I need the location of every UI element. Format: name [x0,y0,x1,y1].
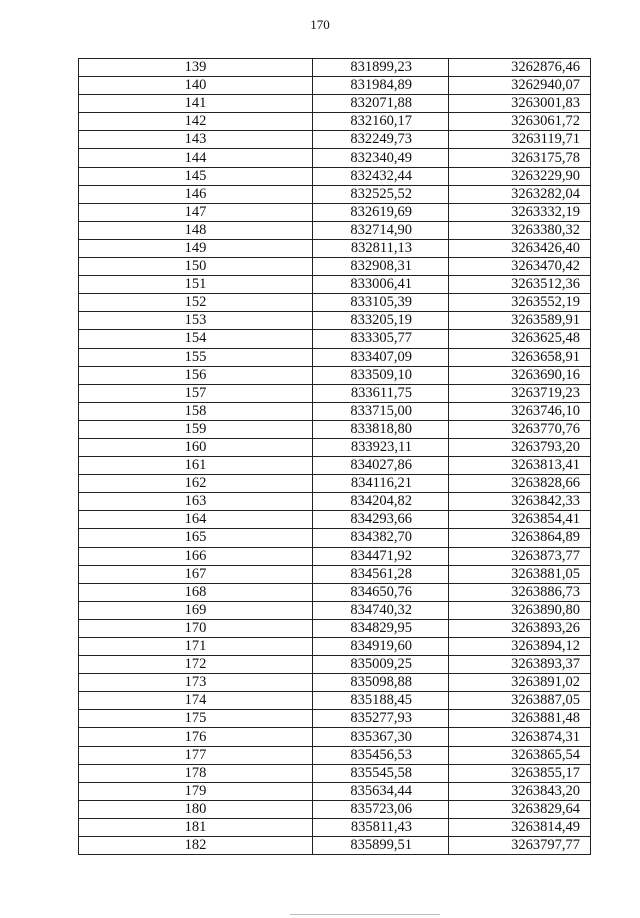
point-number-cell: 162 [79,475,313,493]
x-coordinate-cell: 833305,77 [313,330,449,348]
y-coordinate-cell: 3263887,05 [449,692,591,710]
point-number-cell: 158 [79,402,313,420]
table-row [79,728,591,746]
table-row [79,294,591,312]
x-coordinate-cell: 835009,25 [313,656,449,674]
table-row [79,276,591,294]
x-coordinate-cell: 834382,70 [313,529,449,547]
coordinates-table-body [79,59,591,855]
y-coordinate-cell: 3263843,20 [449,782,591,800]
x-coordinate-cell: 832249,73 [313,131,449,149]
point-number-cell: 148 [79,221,313,239]
y-coordinate-cell: 3263552,19 [449,294,591,312]
point-number-cell: 174 [79,692,313,710]
y-coordinate-cell: 3263842,33 [449,493,591,511]
table-row [79,674,591,692]
x-coordinate-cell: 834919,60 [313,638,449,656]
point-number-cell: 164 [79,511,313,529]
point-number-cell: 165 [79,529,313,547]
table-row [79,77,591,95]
x-coordinate-cell: 833105,39 [313,294,449,312]
table-row [79,529,591,547]
x-coordinate-cell: 834829,95 [313,619,449,637]
x-coordinate-cell: 835723,06 [313,800,449,818]
y-coordinate-cell: 3263854,41 [449,511,591,529]
y-coordinate-cell: 3263175,78 [449,149,591,167]
point-number-cell: 166 [79,547,313,565]
x-coordinate-cell: 833818,80 [313,420,449,438]
y-coordinate-cell: 3263828,66 [449,475,591,493]
y-coordinate-cell: 3263119,71 [449,131,591,149]
x-coordinate-cell: 832714,90 [313,221,449,239]
y-coordinate-cell: 3263814,49 [449,818,591,836]
x-coordinate-cell: 832908,31 [313,258,449,276]
table-row [79,131,591,149]
point-number-cell: 161 [79,457,313,475]
table-row [79,710,591,728]
table-row [79,565,591,583]
x-coordinate-cell: 833205,19 [313,312,449,330]
table-row [79,221,591,239]
point-number-cell: 142 [79,113,313,131]
y-coordinate-cell: 3263589,91 [449,312,591,330]
y-coordinate-cell: 3263893,37 [449,656,591,674]
x-coordinate-cell: 832525,52 [313,185,449,203]
table-row [79,493,591,511]
table-row [79,800,591,818]
y-coordinate-cell: 3263797,77 [449,837,591,855]
point-number-cell: 141 [79,95,313,113]
y-coordinate-cell: 3263874,31 [449,728,591,746]
y-coordinate-cell: 3263891,02 [449,674,591,692]
x-coordinate-cell: 833407,09 [313,348,449,366]
point-number-cell: 144 [79,149,313,167]
x-coordinate-cell: 835277,93 [313,710,449,728]
table-row [79,764,591,782]
point-number-cell: 167 [79,565,313,583]
x-coordinate-cell: 835811,43 [313,818,449,836]
coordinates-table [78,58,591,855]
point-number-cell: 170 [79,619,313,637]
y-coordinate-cell: 3263658,91 [449,348,591,366]
point-number-cell: 156 [79,366,313,384]
y-coordinate-cell: 3263829,64 [449,800,591,818]
y-coordinate-cell: 3263746,10 [449,402,591,420]
table-row [79,547,591,565]
y-coordinate-cell: 3263893,26 [449,619,591,637]
point-number-cell: 178 [79,764,313,782]
x-coordinate-cell: 833923,11 [313,438,449,456]
x-coordinate-cell: 833715,00 [313,402,449,420]
y-coordinate-cell: 3263855,17 [449,764,591,782]
point-number-cell: 150 [79,258,313,276]
y-coordinate-cell: 3263001,83 [449,95,591,113]
point-number-cell: 171 [79,638,313,656]
table-row [79,402,591,420]
y-coordinate-cell: 3263719,23 [449,384,591,402]
y-coordinate-cell: 3263426,40 [449,239,591,257]
x-coordinate-cell: 832340,49 [313,149,449,167]
y-coordinate-cell: 3263512,36 [449,276,591,294]
table-row [79,384,591,402]
point-number-cell: 181 [79,818,313,836]
y-coordinate-cell: 3263380,32 [449,221,591,239]
point-number-cell: 168 [79,583,313,601]
y-coordinate-cell: 3263894,12 [449,638,591,656]
x-coordinate-cell: 834027,86 [313,457,449,475]
x-coordinate-cell: 834204,82 [313,493,449,511]
y-coordinate-cell: 3263770,76 [449,420,591,438]
x-coordinate-cell: 834740,32 [313,601,449,619]
y-coordinate-cell: 3263890,80 [449,601,591,619]
x-coordinate-cell: 833006,41 [313,276,449,294]
table-row [79,366,591,384]
point-number-cell: 180 [79,800,313,818]
point-number-cell: 159 [79,420,313,438]
y-coordinate-cell: 3263886,73 [449,583,591,601]
y-coordinate-cell: 3263229,90 [449,167,591,185]
point-number-cell: 143 [79,131,313,149]
x-coordinate-cell: 834650,76 [313,583,449,601]
point-number-cell: 182 [79,837,313,855]
page-number: 170 [310,17,330,32]
table-row [79,113,591,131]
y-coordinate-cell: 3263470,42 [449,258,591,276]
y-coordinate-cell: 3263332,19 [449,203,591,221]
table-row [79,511,591,529]
table-row [79,782,591,800]
x-coordinate-cell: 835634,44 [313,782,449,800]
point-number-cell: 154 [79,330,313,348]
table-row [79,837,591,855]
table-row [79,656,591,674]
y-coordinate-cell: 3263881,48 [449,710,591,728]
y-coordinate-cell: 3262876,46 [449,59,591,77]
table-row [79,330,591,348]
x-coordinate-cell: 834471,92 [313,547,449,565]
point-number-cell: 177 [79,746,313,764]
table-row [79,746,591,764]
x-coordinate-cell: 835456,53 [313,746,449,764]
point-number-cell: 176 [79,728,313,746]
x-coordinate-cell: 835545,58 [313,764,449,782]
y-coordinate-cell: 3263813,41 [449,457,591,475]
table-row [79,185,591,203]
x-coordinate-cell: 831899,23 [313,59,449,77]
point-number-cell: 140 [79,77,313,95]
x-coordinate-cell: 832811,13 [313,239,449,257]
x-coordinate-cell: 835098,88 [313,674,449,692]
table-row [79,818,591,836]
x-coordinate-cell: 833509,10 [313,366,449,384]
x-coordinate-cell: 832432,44 [313,167,449,185]
table-row [79,167,591,185]
x-coordinate-cell: 834116,21 [313,475,449,493]
x-coordinate-cell: 834561,28 [313,565,449,583]
point-number-cell: 146 [79,185,313,203]
x-coordinate-cell: 831984,89 [313,77,449,95]
table-row [79,258,591,276]
y-coordinate-cell: 3263282,04 [449,185,591,203]
x-coordinate-cell: 835899,51 [313,837,449,855]
point-number-cell: 155 [79,348,313,366]
x-coordinate-cell: 835188,45 [313,692,449,710]
point-number-cell: 179 [79,782,313,800]
point-number-cell: 160 [79,438,313,456]
y-coordinate-cell: 3263793,20 [449,438,591,456]
table-row [79,438,591,456]
table-row [79,692,591,710]
point-number-cell: 173 [79,674,313,692]
y-coordinate-cell: 3263690,16 [449,366,591,384]
point-number-cell: 169 [79,601,313,619]
x-coordinate-cell: 832619,69 [313,203,449,221]
x-coordinate-cell: 834293,66 [313,511,449,529]
y-coordinate-cell: 3262940,07 [449,77,591,95]
point-number-cell: 147 [79,203,313,221]
table-row [79,348,591,366]
point-number-cell: 172 [79,656,313,674]
table-row [79,420,591,438]
x-coordinate-cell: 832160,17 [313,113,449,131]
y-coordinate-cell: 3263881,05 [449,565,591,583]
point-number-cell: 151 [79,276,313,294]
table-row [79,203,591,221]
y-coordinate-cell: 3263873,77 [449,547,591,565]
table-row [79,95,591,113]
point-number-cell: 175 [79,710,313,728]
table-row [79,457,591,475]
point-number-cell: 152 [79,294,313,312]
y-coordinate-cell: 3263625,48 [449,330,591,348]
point-number-cell: 145 [79,167,313,185]
x-coordinate-cell: 835367,30 [313,728,449,746]
table-row [79,601,591,619]
table-row [79,638,591,656]
x-coordinate-cell: 833611,75 [313,384,449,402]
bottom-rule [290,914,440,915]
point-number-cell: 157 [79,384,313,402]
point-number-cell: 163 [79,493,313,511]
y-coordinate-cell: 3263061,72 [449,113,591,131]
y-coordinate-cell: 3263865,54 [449,746,591,764]
table-row [79,312,591,330]
table-row [79,619,591,637]
y-coordinate-cell: 3263864,89 [449,529,591,547]
point-number-cell: 139 [79,59,313,77]
table-row [79,475,591,493]
point-number-cell: 153 [79,312,313,330]
table-row [79,149,591,167]
point-number-cell: 149 [79,239,313,257]
table-row [79,583,591,601]
table-row [79,239,591,257]
x-coordinate-cell: 832071,88 [313,95,449,113]
table-row [79,59,591,77]
